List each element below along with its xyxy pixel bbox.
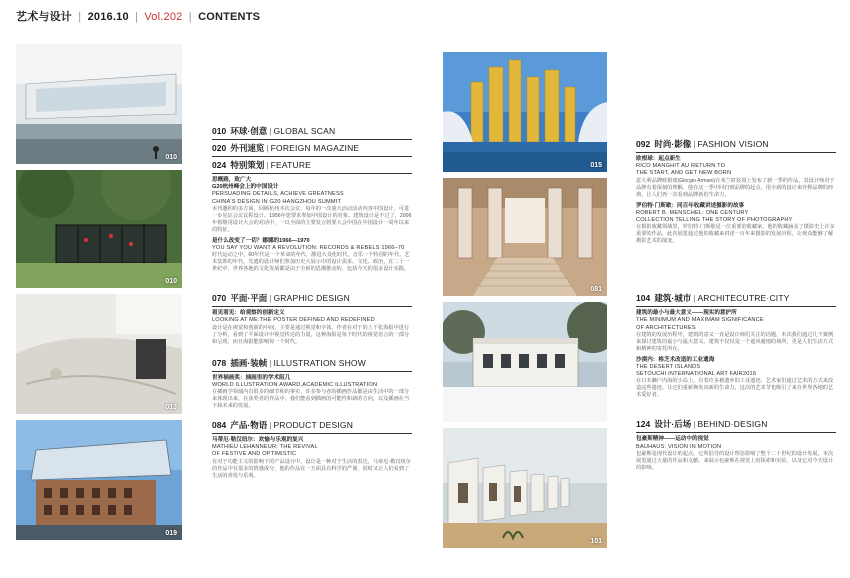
- toc-entry-behind-design: 124 设计·后场 | BEHIND·DESIGN 包豪斯精神——运动中的视觉 BAUHAUS: VISION IN MOTION 包豪斯是现代设计的起点，它所倡导的设计理念影响了整个二十世纪的设计发展，本次展览通过大量的作品和文献，来展示包豪斯在视觉上的探索和实验，以及它对今天设计的影响。: [636, 419, 836, 471]
- white-interior-photo: [16, 294, 182, 414]
- photo-page-number: 013: [165, 404, 177, 411]
- entry-title-en: FOREIGN MAGAZINE: [270, 143, 360, 153]
- article-summary: 本刊邀约的多方面，回顾杭州本次会议，每年的一次重大活动活动内容中国设计，可进一步见证会议议程设计。1956年您要求参加中国设计的对象。建筑设计是不过了，2006年相继用设计大会的对话中，一以全面的主要发言将要大会中国在中国设计一周年以来的特征。: [212, 205, 412, 233]
- entry-title-en: GRAPHIC DESIGN: [273, 293, 350, 304]
- article-title-cn: 罗伯特·门斯歇：同百年收藏讲述摄影的故事: [636, 202, 745, 209]
- header-separator: |: [188, 11, 192, 23]
- entry-page-number: 092: [636, 139, 651, 149]
- article-title-en: THE DESERT ISLANDS SETOUCHI INTERNATIONAL ART FAIR2016: [636, 364, 757, 378]
- entry-page-number: 024: [212, 160, 227, 170]
- page-header: [16, 8, 260, 24]
- entry-divider: [636, 152, 836, 153]
- entry-page-number: 124: [636, 419, 651, 430]
- entry-title-cn: 特别策划: [230, 160, 265, 170]
- row-of-houses-photo: [443, 428, 607, 548]
- photo-page-number: 081: [590, 286, 602, 293]
- article-title-en: THE MINIMUM AND MAXIMAM SIGNIFICANCE OF ARCHITECTURES: [636, 317, 764, 331]
- entry-divider: [212, 371, 412, 372]
- issue-date: 2016.10: [87, 11, 129, 23]
- entry-divider: [212, 156, 412, 157]
- article-title-en: PERSUADING DETAILS, ACHIEVE GREATNESS CHINA'S DESIGN IN G20 HANGZHOU SUMMIT: [212, 191, 344, 205]
- entry-title-cn: 插画·装帧: [230, 357, 268, 368]
- toc-entry-fashion-vision: 092 时尚·影像 | FASHION VISION 欧根球：起点新生 RICO MANGHIT AU RETURN TO THE START, AND GET NEW BORN 意大利品牌欧根球(Giorgio Armani)在米兰时装周上发布了新一季的作品，其设计师对于品牌有着深刻的理解，他在这一季中回归到品牌的起点，用全新的设计来诠释品牌的经典，让人们再一次看到品牌新的生命力。 罗伯特·门斯歇：同百年收藏讲述摄影的故事 ROBERT B. MENSCHEL: ONE CENTURY COLLECTION TELLING THE STORY OF PHOTOGRAPHY 在摄影收藏领域里，罗伯特·门斯歇是一位重要的收藏家，他的收藏涵盖了摄影史上许多重要的作品，此次展览通过他的收藏来讲述一百年来摄影的发展历程，让观众能够了解摄影艺术的演变。: [636, 139, 835, 245]
- entry-title-cn: 产品·物语: [230, 420, 268, 431]
- entry-divider: [212, 306, 412, 307]
- photo-page-number: 015: [590, 162, 602, 169]
- article-title-en: ROBERT B. MENSCHEL: ONE CENTURY COLLECTION TELLING THE STORY OF PHOTOGRAPHY: [636, 209, 793, 224]
- staircase-hall-photo: [443, 178, 607, 296]
- brand-title: 艺术与设计: [16, 11, 72, 23]
- entry-page-number: 078: [212, 357, 227, 368]
- section-title: CONTENTS: [198, 11, 261, 23]
- entry-title-cn: 平面·平面: [230, 293, 268, 304]
- article-title-cn: 欧根球：起点新生: [636, 156, 681, 162]
- modern-building-photo: [16, 420, 182, 540]
- article-summary: 包豪斯是现代设计的起点，它所倡导的设计理念影响了整个二十世纪的设计发展，本次展览通过大量的作品和文献，来展示包豪斯在视觉上的探索和实验，以及它对今天设计的影响。: [636, 450, 834, 471]
- entry-title-en: FEATURE: [270, 160, 312, 170]
- article-subtitle-cn: G20杭州峰会上的中国设计: [212, 184, 279, 191]
- entry-divider: [212, 433, 412, 434]
- garden-glass-house-icon: [16, 170, 182, 288]
- entry-page-number: 084: [212, 420, 227, 431]
- article-title-cn: 建筑的最小与最大意义——现实的意护所: [636, 310, 737, 317]
- entry-title-cn: 外刊速览: [230, 143, 265, 153]
- article-summary: 在建筑的发展历程中，建筑的意义一直是设计师们关注的话题，本次我们通过几个案例来探讨建筑的最小与最大意义，建筑不仅仅是一个遮风避雨的场所，更是人们生活方式和精神的寄托所在。: [636, 331, 834, 352]
- toc-entry-product-design: 084 产品·物语 | PRODUCT DESIGN 马蒂厄·勒汉纽尔：欢愉与乐观的复兴 MATHIEU LEHANNEUR: THE REVIVAL OF FESTIVE AND OPTIMISTIC 在对于功能主义的影响下的产品设计中，设计是一种对于生活的表达，马蒂厄·勒汉纽尔的作品中有很多的情感成分，他的作品在一方面具有科学的严谨，同时又让人们看到了生活的喜悦与乐观。: [212, 420, 411, 479]
- article-summary: 在对于功能主义的影响下的产品设计中，设计是一种对于生活的表达，马蒂厄·勒汉纽尔的作品中有很多的情感成分，他的作品在一方面具有科学的严谨，同时又让人们看到了生活的喜悦与乐观。: [212, 458, 411, 479]
- article-summary: 在日本濑户内海的小岛上，有着许多被遗弃的工业遗迹，艺术家们通过艺术的方式来改造这些遗迹，让它们重新焕发出新的生命力，这次的艺术节也吸引了来自世界各地的艺术爱好者。: [636, 378, 834, 399]
- article-title-cn: 沙漠内：格芝术改造的工业遗海: [636, 356, 715, 363]
- entry-divider: [636, 306, 836, 307]
- toc-entry-global-scan: 010 环球·创意 | GLOBAL SCAN: [212, 126, 412, 140]
- golden-columns-icon: [443, 52, 607, 172]
- article-title-en: BAUHAUS: VISION IN MOTION: [636, 443, 722, 450]
- toc-entry-foreign-magazine: 020 外刊速览 | FOREIGN MAGAZINE: [212, 143, 412, 157]
- article-title-en: RICO MANGHIT AU RETURN TO THE START, AND GET NEW BORN: [636, 163, 732, 177]
- article-title-en: WORLD ILLUSTRATION AWARD,ACADEMIC ILLUSTRATION: [212, 381, 378, 388]
- article-title-cn: 包豪斯精神——运动中的视觉: [636, 436, 709, 443]
- article-title-cn: 世界插画奖：插画里的学术阻几: [212, 374, 291, 381]
- toc-entry-architecture-city: 104 建筑·城市 | ARCHITECUTRE·CITY 建筑的最小与最大意义——现实的意护所 THE MINIMUM AND MAXIMAM SIGNIFICANCE OF ARCHITECTURES 在建筑的发展历程中，建筑的意义一直是设计师们关注的话题，本次我们通过几个案例来探讨建筑的最小与最大意义，建筑不仅仅是一个遮风避雨的场所，更是人们生活方式和精神的寄托所在。 沙漠内：格芝术改造的工业遗海 THE DESERT ISLANDS SETOUCHI INTERNATIONAL ART FAIR2016 在日本濑户内海的小岛上，有着许多被遗弃的工业遗迹，艺术家们通过艺术的方式来改造这些遗迹，让它们重新焕发出新的生命力，这次的艺术节也吸引了来自世界各地的艺术爱好者。: [636, 293, 836, 399]
- entry-page-number: 104: [636, 293, 651, 304]
- photo-page-number: 019: [165, 530, 177, 537]
- entry-title-cn: 设计·后场: [654, 419, 692, 430]
- entry-title-en: BEHIND·DESIGN: [697, 419, 768, 430]
- article-summary: 在摄影收藏领域里，罗伯特·门斯歇是一位重要的收藏家，他的收藏涵盖了摄影史上许多重要的作品，此次展览通过他的收藏来讲述一百年来摄影的发展历程，让观众能够了解摄影艺术的演变。: [636, 224, 835, 245]
- entry-divider: [212, 139, 412, 140]
- modern-building-icon: [16, 420, 182, 540]
- entry-divider: [212, 173, 412, 174]
- issue-volume: Vol.202: [144, 11, 183, 23]
- white-villa-icon: [443, 302, 607, 422]
- article-title-cn: 马蒂厄·勒汉纽尔：欢愉与乐观的复兴: [212, 437, 304, 444]
- white-villa-photo: [443, 302, 607, 422]
- white-interior-icon: [16, 294, 182, 414]
- article-summary: 意大利品牌欧根球(Giorgio Armani)在米兰时装周上发布了新一季的作品，其设计师对于品牌有着深刻的理解，他在这一季中回归到品牌的起点，用全新的设计来诠释品牌的经典，让人们再一次看到品牌新的生命力。: [636, 177, 835, 198]
- entry-title-cn: 时尚·影像: [654, 139, 692, 149]
- entry-title-cn: 建筑·城市: [654, 293, 692, 304]
- article-summary: 设计是在视觉和创新的中间，主要是通过视觉和字体，作者在对于的上千张海报中进行了分析，看到了平面设计中视觉传达的力量，这种海报是每个时代的视觉语言的一部分和呈现，而且海报能影响每一个时代。: [212, 324, 410, 345]
- entry-page-number: 070: [212, 293, 227, 304]
- toc-entry-illustration-show: 078 插画·装帧 | ILLUSTRATION SHOW 世界插画奖：插画里的学术阻几 WORLD ILLUSTRATION AWARD,ACADEMIC ILLUSTRATION 在插画学领域内有很多的细节和的事实，许多参与者的插画作品都是由生活中的一部分来体现出来，在获奖者的作品中，我们能看到插画的可能性和新的方向，以及插画在当下和未来的发展。: [212, 358, 412, 410]
- contents-column-left: [212, 126, 412, 484]
- photo-page-number: 101: [590, 538, 602, 545]
- entry-title-en: ARCHITECUTRE·CITY: [697, 293, 790, 304]
- glass-pavilion-icon: [16, 44, 182, 164]
- article-summary: 在插画学领域内有很多的细节和的事实，许多参与者的插画作品都是由生活中的一部分来体现出来，在获奖者的作品中，我们能看到插画的可能性和新的方向，以及插画在当下和未来的发展。: [212, 389, 410, 410]
- toc-entry-feature: 024 特别策划 | FEATURE 思概路，致广大 G20杭州峰会上的中国设计 PERSUADING DETAILS, ACHIEVE GREATNESS CHINA'S DESIGN IN G20 HANGZHOU SUMMIT 本刊邀约的多方面，回顾杭州本次会议，每年的一次重大活动活动内容中国设计，可进一步见证会议议程设计。1956年您要求参加中国设计的对象。建筑设计是不过了，2006年相继用设计大会的对话中，一以全面的主要发言将要大会中国在中国设计一周年以来的特征。 是什么改变了一切？娜娜的1966—1970 YOU SAY YOU WANT A REVOLUTION: RECORDS & REBELS 1966–70 时代运动之中，60年代是一个革命的年代，激进大众化时代，音乐一个特别的年代，艺术装饰的年代。先遣的设计师们参加历史大展示中的设计需求。文化、政治，在二十一世纪中，世界各地的文化发展都是由于全新的思潮推动的，包括今天的很多设计实践。: [212, 160, 412, 273]
- entry-title-en: GLOBAL SCAN: [273, 126, 336, 136]
- article-title-cn: 是什么改变了一切？娜娜的1966—1970: [212, 237, 310, 244]
- entry-page-number: 010: [212, 126, 227, 136]
- header-separator: |: [135, 11, 139, 23]
- entry-title-cn: 环球·创意: [230, 126, 268, 136]
- entry-page-number: 020: [212, 143, 227, 153]
- row-of-houses-icon: [443, 428, 607, 548]
- entry-title-en: PRODUCT DESIGN: [273, 420, 354, 431]
- entry-title-en: ILLUSTRATION SHOW: [273, 357, 366, 368]
- article-summary: 时代运动之中，60年代是一个革命的年代，激进大众化时代，音乐一个特别的年代，艺术装饰的年代。先遣的设计师们参加历史大展示中的设计需求。文化、政治，在二十一世纪中，世界各地的文化发展都是由于全新的思潮推动的，包括今天的很多设计实践。: [212, 252, 410, 273]
- glass-pavilion-photo: [16, 44, 182, 164]
- entry-title-en: FASHION VISION: [697, 139, 769, 149]
- photo-page-number: 010: [165, 154, 177, 161]
- photo-page-number: 010: [165, 278, 177, 285]
- contents-column-right: [636, 139, 836, 476]
- garden-glass-house-photo: [16, 170, 182, 288]
- golden-columns-photo: [443, 52, 607, 172]
- article-title-cn: 思概路，致广大: [212, 177, 252, 183]
- article-title-en: MATHIEU LEHANNEUR: THE REVIVAL OF FESTIVE AND OPTIMISTIC: [212, 444, 318, 458]
- article-title-en: YOU SAY YOU WANT A REVOLUTION: RECORDS & REBELS 1966–70: [212, 245, 405, 252]
- header-separator: |: [78, 11, 82, 23]
- article-title-cn: 看见看见：给观察的创新定义: [212, 310, 285, 317]
- entry-divider: [636, 432, 836, 433]
- article-title-en: LOOKING AT ME:THE POSTER DEFINED AND REDEFINED: [212, 317, 375, 324]
- staircase-hall-icon: [443, 178, 607, 296]
- toc-entry-graphic-design: 070 平面·平面 | GRAPHIC DESIGN 看见看见：给观察的创新定义 LOOKING AT ME:THE POSTER DEFINED AND REDEFINED 设计是在视觉和创新的中间，主要是通过视觉和字体，作者在对于的上千张海报中进行了分析，看到了平面设计中视觉传达的力量，这种海报是每个时代的视觉语言的一部分和呈现，而且海报能影响每一个时代。: [212, 293, 412, 345]
